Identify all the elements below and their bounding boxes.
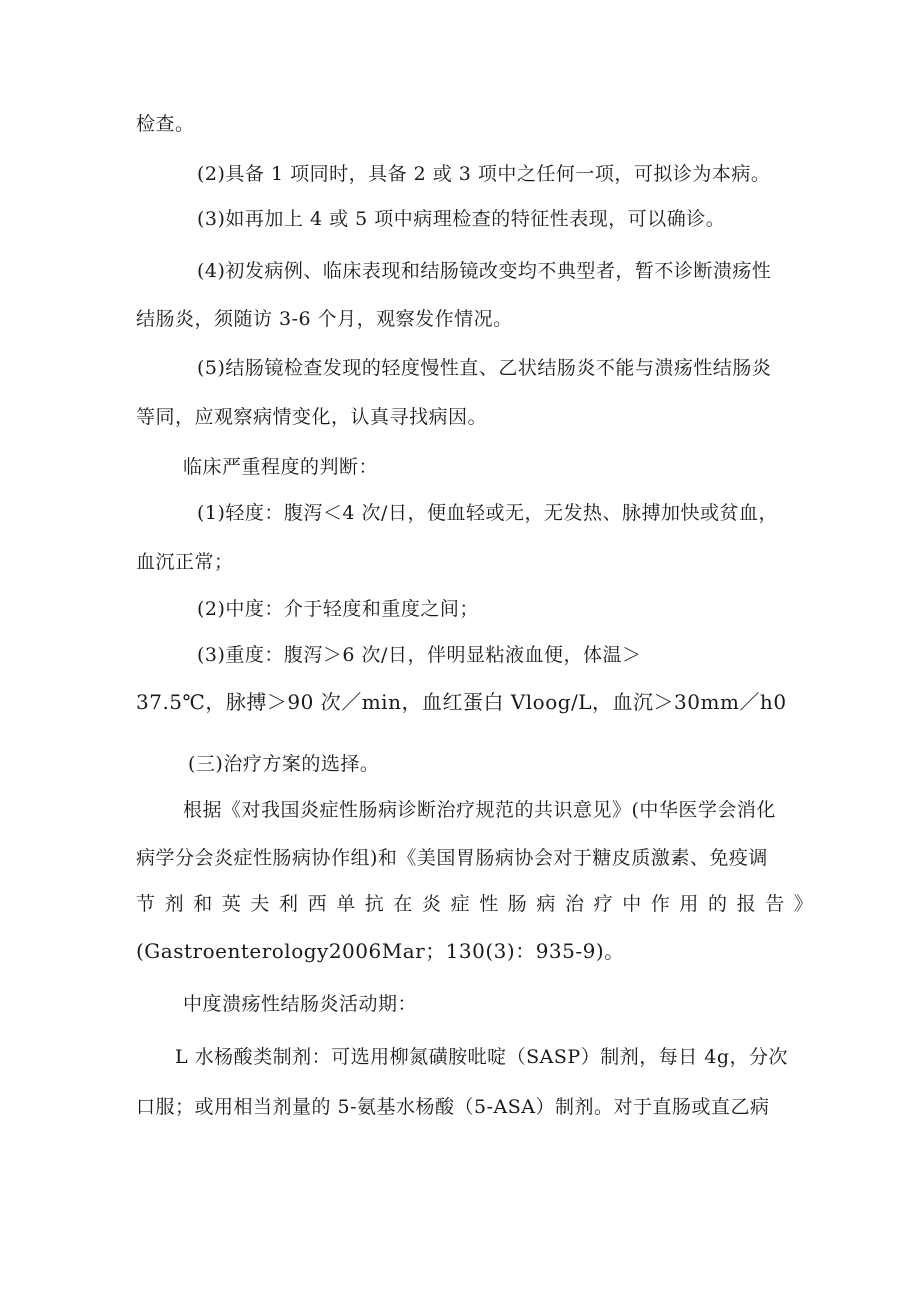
section-heading: 临床严重程度的判断： xyxy=(183,456,379,478)
text-line: 病学分会炎症性肠病协作组)和《美国胃肠病协会对于糖皮质激素、免疫调 xyxy=(136,847,768,869)
text-line: (1)轻度：腹泻＜4 次/日，便血轻或无，无发热、脉搏加快或贫血， xyxy=(197,502,778,524)
text-line: (4)初发病例、临床表现和结肠镜改变均不典型者，暂不诊断溃疡性 xyxy=(197,260,772,282)
text-line: (2)中度：介于轻度和重度之间； xyxy=(197,598,479,620)
text-line: 血沉正常； xyxy=(136,551,234,573)
text-line: (Gastroenterology2006Mar；130(3)：935-9)。 xyxy=(136,939,625,963)
text-line: 口服；或用相当剂量的 5-氨基水杨酸（5-ASA）制剂。对于直肠或直乙病 xyxy=(136,1096,770,1118)
section-heading: 中度溃疡性结肠炎活动期： xyxy=(183,993,418,1015)
text-line: (3)重度：腹泻＞6 次/日，伴明显粘液血便，体温＞ xyxy=(197,644,642,666)
text-line: (3)如再加上 4 或 5 项中病理检查的特征性表现，可以确诊。 xyxy=(197,208,726,230)
text-line: 根据《对我国炎症性肠病诊断治疗规范的共识意见》(中华医学会消化 xyxy=(183,799,776,821)
text-line: 37.5℃，脉搏＞90 次／min，血红蛋白 Vloog/L，血沉＞30mm／h0 xyxy=(136,690,787,714)
text-line: 检查。 xyxy=(136,113,195,135)
text-line: (2)具备 1 项同时，具备 2 或 3 项中之任何一项，可拟诊为本病。 xyxy=(197,163,771,185)
text-line: 节剂和英夫利西单抗在炎症性肠病治疗中作用的报告》 xyxy=(136,893,823,915)
text-line: (5)结肠镜检查发现的轻度慢性直、乙状结肠炎不能与溃疡性结肠炎 xyxy=(197,357,772,379)
text-line: L 水杨酸类制剂：可选用柳氮磺胺吡啶（SASP）制剂，每日 4g，分次 xyxy=(175,1046,788,1068)
text-line: 等同，应观察病情变化，认真寻找病因。 xyxy=(136,406,488,428)
text-line: 结肠炎，须随访 3-6 个月，观察发作情况。 xyxy=(136,308,513,330)
section-heading: (三)治疗方案的选择。 xyxy=(188,753,380,775)
